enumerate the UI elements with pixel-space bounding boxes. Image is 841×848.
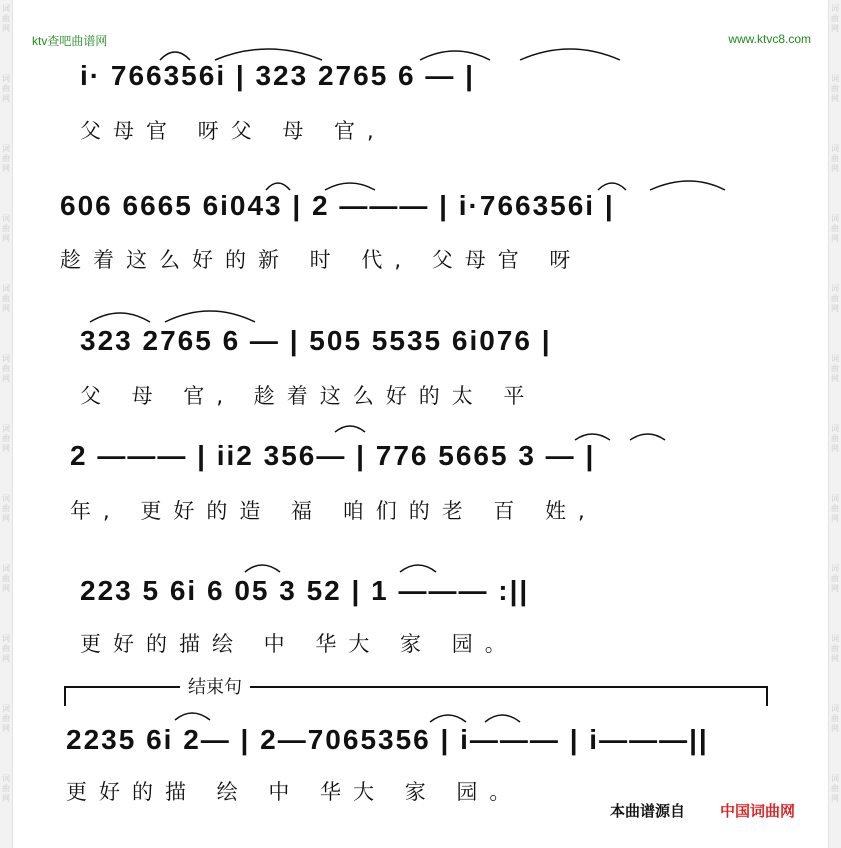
watermark-char: 曲 (831, 224, 839, 233)
watermark-char: 网 (2, 94, 10, 103)
watermark-char: 词 (831, 424, 839, 433)
watermark-char: 词 (2, 634, 10, 643)
watermark-char: 网 (831, 304, 839, 313)
watermark-char: 曲 (2, 14, 10, 23)
watermark-char: 网 (831, 654, 839, 663)
watermark-char: 词 (2, 284, 10, 293)
watermark-char: 网 (2, 304, 10, 313)
watermark-char: 词 (831, 774, 839, 783)
watermark-char: 词 (831, 354, 839, 363)
watermark-char: 词 (831, 284, 839, 293)
source-name-link[interactable]: 中国词曲网 (720, 802, 796, 820)
watermark-char: 网 (2, 164, 10, 173)
notation-line-1: i· 766356i | 323 2765 6 — | (80, 60, 476, 91)
notation-line-3: 323 2765 6 — | 505 5535 6i076 | (80, 325, 552, 356)
watermark-char: 词 (2, 424, 10, 433)
watermark-char: 词 (2, 774, 10, 783)
watermark-char: 曲 (831, 504, 839, 513)
watermark-char: 词 (831, 704, 839, 713)
watermark-char: 曲 (831, 714, 839, 723)
watermark-char: 曲 (831, 84, 839, 93)
watermark-char: 网 (831, 724, 839, 733)
watermark-char: 网 (831, 514, 839, 523)
watermark-char: 词 (2, 494, 10, 503)
watermark-char: 网 (831, 164, 839, 173)
notation-line-2: 606 6665 6i043 | 2 ——— | i·766356i | (60, 190, 615, 221)
watermark-char: 词 (831, 494, 839, 503)
notation-line-5: 223 5 6i 6 05 3 52 | 1 ——— :|| (80, 575, 530, 606)
watermark-char: 曲 (2, 644, 10, 653)
watermark-char: 曲 (2, 434, 10, 443)
watermark-char: 词 (831, 634, 839, 643)
watermark-char: 曲 (2, 364, 10, 373)
watermark-char: 曲 (2, 504, 10, 513)
watermark-char: 曲 (831, 364, 839, 373)
watermark-char: 词 (831, 4, 839, 13)
watermark-char: 网 (831, 24, 839, 33)
watermark-char: 词 (2, 564, 10, 573)
watermark-char: 网 (2, 654, 10, 663)
watermark-char: 曲 (831, 294, 839, 303)
watermark-char: 网 (2, 374, 10, 383)
watermark-char: 词 (2, 144, 10, 153)
watermark-char: 词 (2, 4, 10, 13)
lyrics-line-6: 更好的描 绘 中 华大 家 园。 (66, 780, 523, 804)
watermark-char: 网 (831, 234, 839, 243)
watermark-char: 网 (2, 234, 10, 243)
watermark-char: 曲 (831, 784, 839, 793)
lyrics-line-2: 趁着这么好的新 时 代, 父母官 呀 (60, 248, 583, 272)
watermark-char: 曲 (2, 714, 10, 723)
watermark-char: 曲 (831, 574, 839, 583)
watermark-char: 网 (831, 794, 839, 803)
lyrics-line-3: 父 母 官, 趁着这么好的太 平 (80, 384, 537, 408)
watermark-char: 词 (2, 704, 10, 713)
watermark-char: 曲 (2, 294, 10, 303)
watermark-char: 网 (831, 374, 839, 383)
lyrics-line-5: 更好的描绘 中 华大 家 园。 (80, 632, 518, 656)
watermark-char: 网 (2, 514, 10, 523)
watermark-char: 曲 (2, 784, 10, 793)
watermark-char: 网 (2, 584, 10, 593)
watermark-char: 曲 (2, 224, 10, 233)
watermark-char: 词 (831, 564, 839, 573)
left-site-watermark: ktv查吧曲谱网 (32, 34, 108, 48)
right-site-watermark: www.ktvc8.com (728, 32, 811, 46)
watermark-char: 曲 (2, 574, 10, 583)
watermark-char: 词 (831, 144, 839, 153)
watermark-char: 曲 (831, 434, 839, 443)
notation-line-4: 2 ——— | ii2 356— | 776 5665 3 — | (70, 440, 596, 471)
watermark-char: 网 (2, 794, 10, 803)
watermark-char: 曲 (2, 84, 10, 93)
watermark-char: 网 (2, 444, 10, 453)
watermark-char: 词 (2, 354, 10, 363)
watermark-char: 网 (831, 584, 839, 593)
watermark-char: 词 (2, 214, 10, 223)
watermark-char: 网 (2, 724, 10, 733)
watermark-char: 词 (831, 74, 839, 83)
watermark-char: 词 (831, 214, 839, 223)
watermark-char: 曲 (831, 154, 839, 163)
ending-label: 结束句 (180, 673, 250, 699)
watermark-char: 曲 (831, 14, 839, 23)
lyrics-line-4: 年, 更好的造 福 咱们的老 百 姓, (70, 499, 597, 523)
watermark-char: 网 (831, 94, 839, 103)
watermark-char: 网 (831, 444, 839, 453)
lyrics-line-1: 父母官 呀父 母 官, (80, 119, 386, 143)
watermark-char: 曲 (2, 154, 10, 163)
notation-line-6: 2235 6i 2— | 2—7065356 | i——— | i———|| (66, 724, 709, 755)
watermark-char: 曲 (831, 644, 839, 653)
watermark-char: 网 (2, 24, 10, 33)
source-prefix: 本曲谱源自 (610, 802, 686, 820)
watermark-char: 词 (2, 74, 10, 83)
